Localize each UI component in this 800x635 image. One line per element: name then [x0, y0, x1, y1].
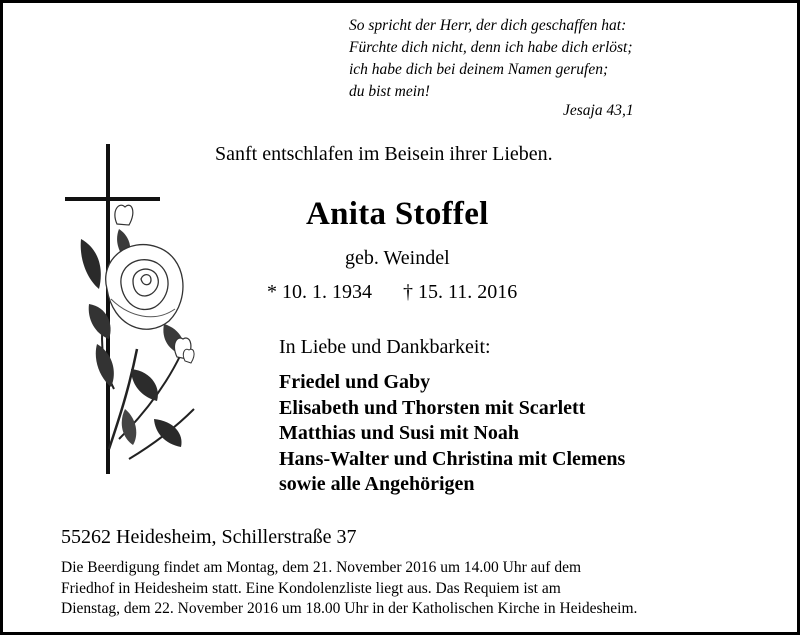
maiden-name: geb. Weindel [345, 247, 450, 269]
mourner-entry: Hans-Walter und Christina mit Clemens [279, 447, 626, 470]
mourner-entry: Matthias und Susi mit Noah [279, 422, 520, 444]
mourners-list [279, 370, 625, 498]
notice-line: Friedhof in Heidesheim statt. Eine Kondolenzliste liegt aus. Das Requiem ist am [61, 579, 561, 597]
verse-line: du bist mein! [349, 83, 430, 100]
deceased-name: Anita Stoffel [306, 196, 489, 232]
mourner-entry: Friedel und Gaby [279, 371, 431, 393]
intro-text: Sanft entschlafen im Beisein ihrer Lieben. [215, 143, 553, 165]
verse-line: ich habe dich bei deinem Namen gerufen; [349, 61, 609, 78]
family-address: 55262 Heidesheim, Schillerstraße 37 [61, 526, 357, 548]
funeral-notice [61, 558, 761, 620]
cross-with-rose-icon [59, 139, 209, 489]
notice-line: Die Beerdigung findet am Montag, dem 21. November 2016 um 14.00 Uhr auf dem [61, 559, 581, 576]
notice-line: Dienstag, dem 22. November 2016 um 18.00 Uhr in der Katholischen Kirche in Heidesheim. [61, 600, 638, 617]
verse-line: So spricht der Herr, der dich geschaffen hat: [349, 17, 627, 34]
mourners-heading: In Liebe und Dankbarkeit: [279, 336, 491, 358]
death-date: † 15. 11. 2016 [403, 281, 518, 303]
bible-verse [349, 15, 709, 103]
birth-date: * 10. 1. 1934 [267, 281, 372, 303]
verse-line: Fürchte dich nicht, denn ich habe dich erlöst; [349, 39, 633, 56]
mourner-entry: sowie alle Angehörigen [279, 473, 475, 495]
cross-rose-graphic [59, 139, 209, 489]
mourner-entry: Elisabeth und Thorsten mit Scarlett [279, 396, 586, 419]
life-dates [267, 281, 517, 304]
verse-reference: Jesaja 43,1 [563, 102, 634, 119]
